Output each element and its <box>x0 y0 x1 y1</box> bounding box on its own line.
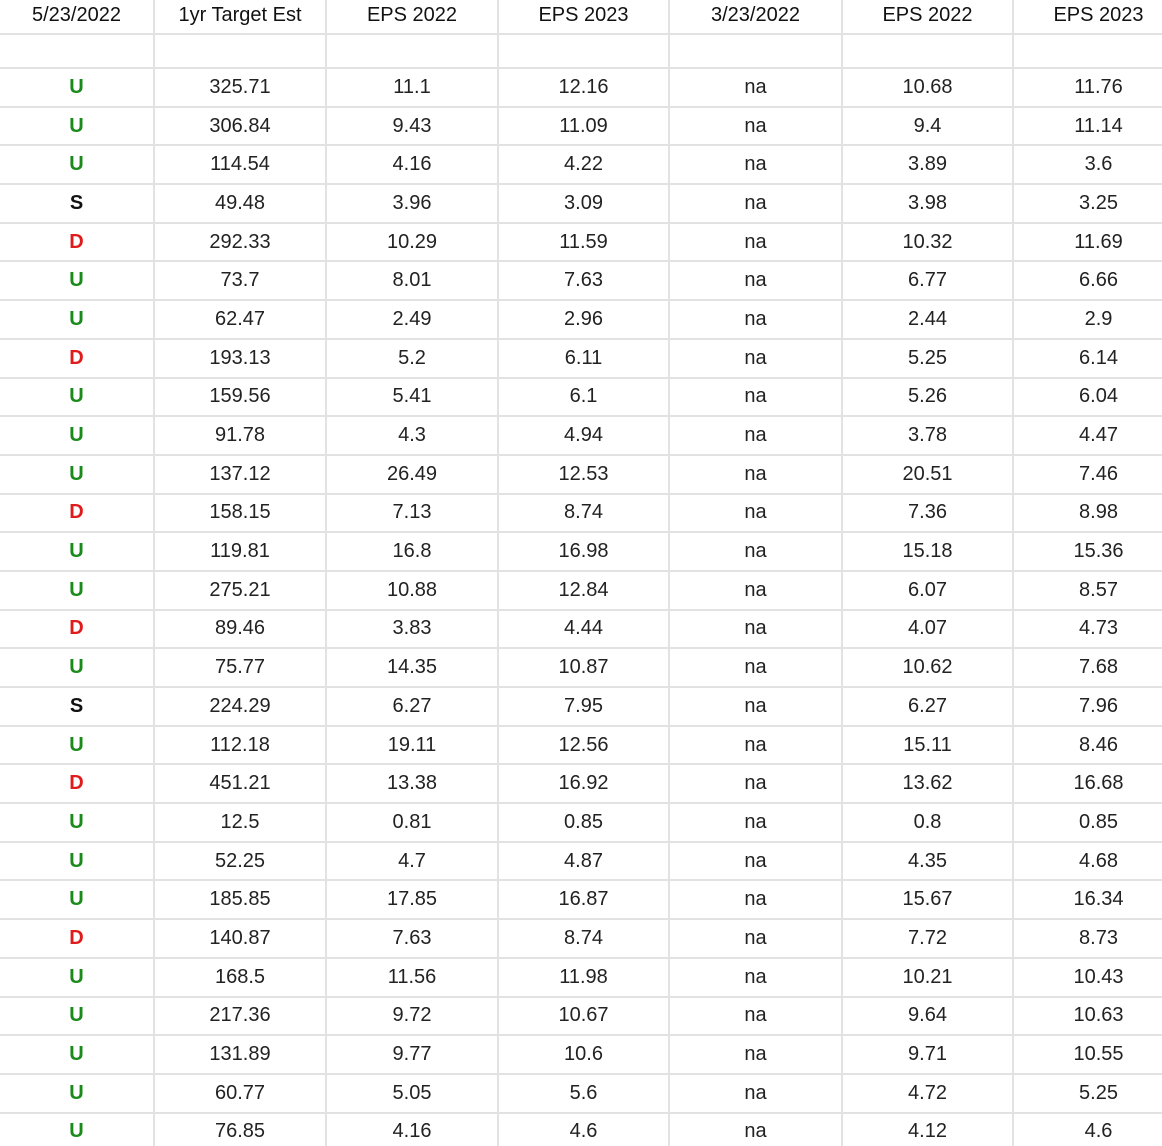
table-row <box>0 532 1162 571</box>
blank-row <box>0 34 1162 68</box>
table-row <box>0 1074 1162 1113</box>
prior-status-cell[interactable]: na <box>669 494 842 533</box>
eps-2023-cell[interactable]: 3.09 <box>498 184 669 223</box>
eps-2023-prior-cell[interactable]: 4.47 <box>1013 416 1162 455</box>
eps-2022-cell[interactable]: 5.05 <box>326 1074 498 1113</box>
target-est-cell[interactable]: 185.85 <box>154 880 326 919</box>
signal-cell[interactable]: D <box>0 339 154 378</box>
prior-status-cell[interactable]: na <box>669 68 842 107</box>
signal-cell[interactable]: U <box>0 145 154 184</box>
eps-2022-cell[interactable]: 4.3 <box>326 416 498 455</box>
table-row <box>0 842 1162 881</box>
signal-cell[interactable]: U <box>0 803 154 842</box>
signal-cell[interactable]: U <box>0 416 154 455</box>
eps-2022-cell[interactable]: 4.7 <box>326 842 498 881</box>
table-cell[interactable] <box>1013 34 1162 68</box>
target-est-cell[interactable]: 292.33 <box>154 223 326 262</box>
eps-2023-cell[interactable]: 4.94 <box>498 416 669 455</box>
eps-2023-prior-cell[interactable]: 10.43 <box>1013 958 1162 997</box>
eps-2023-prior-cell[interactable]: 11.14 <box>1013 107 1162 146</box>
eps-2023-prior-cell[interactable]: 16.68 <box>1013 764 1162 803</box>
signal-cell[interactable]: U <box>0 880 154 919</box>
target-est-cell[interactable]: 275.21 <box>154 571 326 610</box>
eps-2022-prior-cell[interactable]: 20.51 <box>842 455 1013 494</box>
prior-status-cell[interactable]: na <box>669 842 842 881</box>
signal-cell[interactable]: D <box>0 494 154 533</box>
eps-2023-prior-cell[interactable]: 0.85 <box>1013 803 1162 842</box>
signal-cell[interactable]: U <box>0 1074 154 1113</box>
eps-2022-cell[interactable]: 0.81 <box>326 803 498 842</box>
eps-2022-prior-cell[interactable]: 15.18 <box>842 532 1013 571</box>
eps-2023-cell[interactable]: 10.87 <box>498 648 669 687</box>
eps-2022-cell[interactable]: 9.43 <box>326 107 498 146</box>
eps-2022-prior-cell[interactable]: 5.25 <box>842 339 1013 378</box>
eps-2023-prior-cell[interactable]: 11.69 <box>1013 223 1162 262</box>
table-row <box>0 300 1162 339</box>
eps-2023-cell[interactable]: 6.11 <box>498 339 669 378</box>
eps-2022-prior-cell[interactable]: 4.07 <box>842 610 1013 649</box>
eps-2023-prior-cell[interactable]: 16.34 <box>1013 880 1162 919</box>
target-est-cell[interactable]: 49.48 <box>154 184 326 223</box>
eps-2023-prior-cell[interactable]: 11.76 <box>1013 68 1162 107</box>
target-est-cell[interactable]: 140.87 <box>154 919 326 958</box>
eps-2023-cell[interactable]: 4.87 <box>498 842 669 881</box>
eps-2023-prior-cell[interactable]: 8.57 <box>1013 571 1162 610</box>
eps-2023-cell[interactable]: 10.6 <box>498 1035 669 1074</box>
eps-2023-cell[interactable]: 11.98 <box>498 958 669 997</box>
eps-2023-cell[interactable]: 16.92 <box>498 764 669 803</box>
eps-2022-cell[interactable]: 3.83 <box>326 610 498 649</box>
target-est-cell[interactable]: 131.89 <box>154 1035 326 1074</box>
eps-2022-prior-cell[interactable]: 4.72 <box>842 1074 1013 1113</box>
signal-cell[interactable]: D <box>0 610 154 649</box>
signal-cell[interactable]: U <box>0 532 154 571</box>
eps-2023-cell[interactable]: 4.22 <box>498 145 669 184</box>
table-row <box>0 1035 1162 1074</box>
eps-2022-cell[interactable]: 19.11 <box>326 726 498 765</box>
table-row <box>0 339 1162 378</box>
table-row <box>0 571 1162 610</box>
eps-2023-cell[interactable]: 10.67 <box>498 997 669 1036</box>
table-row <box>0 610 1162 649</box>
table-row <box>0 1113 1162 1146</box>
eps-2022-prior-cell[interactable]: 15.11 <box>842 726 1013 765</box>
eps-2023-cell[interactable]: 11.59 <box>498 223 669 262</box>
eps-2023-prior-cell[interactable]: 10.55 <box>1013 1035 1162 1074</box>
table-body <box>0 34 1162 1146</box>
eps-2022-cell[interactable]: 14.35 <box>326 648 498 687</box>
eps-2023-cell[interactable]: 4.44 <box>498 610 669 649</box>
prior-status-cell[interactable]: na <box>669 1074 842 1113</box>
table-row <box>0 726 1162 765</box>
eps-2022-cell[interactable]: 9.72 <box>326 997 498 1036</box>
eps-2023-cell[interactable]: 4.6 <box>498 1113 669 1146</box>
target-est-cell[interactable]: 62.47 <box>154 300 326 339</box>
eps-2022-cell[interactable]: 4.16 <box>326 145 498 184</box>
table-row <box>0 107 1162 146</box>
target-est-cell[interactable]: 158.15 <box>154 494 326 533</box>
eps-2023-cell[interactable]: 8.74 <box>498 919 669 958</box>
prior-status-cell[interactable]: na <box>669 416 842 455</box>
target-est-cell[interactable]: 52.25 <box>154 842 326 881</box>
eps-2022-cell[interactable]: 17.85 <box>326 880 498 919</box>
eps-2022-cell[interactable]: 6.27 <box>326 687 498 726</box>
target-est-cell[interactable]: 73.7 <box>154 261 326 300</box>
signal-cell[interactable]: U <box>0 107 154 146</box>
eps-2023-prior-cell[interactable]: 4.68 <box>1013 842 1162 881</box>
target-est-cell[interactable]: 91.78 <box>154 416 326 455</box>
eps-2022-cell[interactable]: 5.2 <box>326 339 498 378</box>
table-row <box>0 378 1162 417</box>
eps-2023-prior-cell[interactable]: 10.63 <box>1013 997 1162 1036</box>
table-row <box>0 261 1162 300</box>
eps-2022-prior-cell[interactable]: 9.71 <box>842 1035 1013 1074</box>
eps-2022-prior-cell[interactable]: 3.89 <box>842 145 1013 184</box>
target-est-cell[interactable]: 159.56 <box>154 378 326 417</box>
eps-2022-prior-cell[interactable]: 0.8 <box>842 803 1013 842</box>
eps-2022-prior-cell[interactable]: 10.62 <box>842 648 1013 687</box>
table-cell[interactable] <box>154 34 326 68</box>
eps-2023-prior-cell[interactable]: 4.73 <box>1013 610 1162 649</box>
eps-2023-cell[interactable]: 7.95 <box>498 687 669 726</box>
target-est-cell[interactable]: 114.54 <box>154 145 326 184</box>
prior-status-cell[interactable]: na <box>669 300 842 339</box>
prior-status-cell[interactable]: na <box>669 1113 842 1146</box>
eps-2022-cell[interactable]: 7.13 <box>326 494 498 533</box>
prior-status-cell[interactable]: na <box>669 378 842 417</box>
prior-status-cell[interactable]: na <box>669 107 842 146</box>
header-cell-eps-2023-prior[interactable]: EPS 2023 <box>1013 0 1162 34</box>
signal-cell[interactable]: U <box>0 455 154 494</box>
signal-cell[interactable]: D <box>0 919 154 958</box>
header-cell-date-current[interactable]: 5/23/2022 <box>0 0 154 34</box>
table-row <box>0 958 1162 997</box>
table-row <box>0 223 1162 262</box>
eps-2022-cell[interactable]: 2.49 <box>326 300 498 339</box>
signal-cell[interactable]: D <box>0 764 154 803</box>
eps-2022-cell[interactable]: 8.01 <box>326 261 498 300</box>
eps-2022-prior-cell[interactable]: 10.68 <box>842 68 1013 107</box>
prior-status-cell[interactable]: na <box>669 455 842 494</box>
eps-2023-cell[interactable]: 12.84 <box>498 571 669 610</box>
eps-2023-cell[interactable]: 12.16 <box>498 68 669 107</box>
eps-2022-cell[interactable]: 4.16 <box>326 1113 498 1146</box>
eps-2023-prior-cell[interactable]: 7.96 <box>1013 687 1162 726</box>
eps-2022-prior-cell[interactable]: 10.21 <box>842 958 1013 997</box>
signal-cell[interactable]: U <box>0 261 154 300</box>
table-row <box>0 764 1162 803</box>
prior-status-cell[interactable]: na <box>669 261 842 300</box>
prior-status-cell[interactable]: na <box>669 958 842 997</box>
signal-cell[interactable]: S <box>0 184 154 223</box>
eps-2022-cell[interactable]: 26.49 <box>326 455 498 494</box>
table-row <box>0 687 1162 726</box>
table-row <box>0 997 1162 1036</box>
signal-cell[interactable]: U <box>0 842 154 881</box>
eps-2022-cell[interactable]: 10.88 <box>326 571 498 610</box>
eps-2023-cell[interactable]: 2.96 <box>498 300 669 339</box>
prior-status-cell[interactable]: na <box>669 339 842 378</box>
prior-status-cell[interactable]: na <box>669 184 842 223</box>
prior-status-cell[interactable]: na <box>669 997 842 1036</box>
prior-status-cell[interactable]: na <box>669 223 842 262</box>
eps-2022-prior-cell[interactable]: 10.32 <box>842 223 1013 262</box>
eps-2022-cell[interactable]: 5.41 <box>326 378 498 417</box>
target-est-cell[interactable]: 137.12 <box>154 455 326 494</box>
eps-2022-prior-cell[interactable]: 6.77 <box>842 261 1013 300</box>
prior-status-cell[interactable]: na <box>669 648 842 687</box>
prior-status-cell[interactable]: na <box>669 532 842 571</box>
eps-2022-cell[interactable]: 3.96 <box>326 184 498 223</box>
signal-cell[interactable]: U <box>0 300 154 339</box>
table-row <box>0 494 1162 533</box>
table-cell[interactable] <box>669 34 842 68</box>
eps-2023-prior-cell[interactable]: 15.36 <box>1013 532 1162 571</box>
eps-2022-prior-cell[interactable]: 6.07 <box>842 571 1013 610</box>
eps-2022-cell[interactable]: 10.29 <box>326 223 498 262</box>
eps-2022-cell[interactable]: 11.1 <box>326 68 498 107</box>
signal-cell[interactable]: U <box>0 1113 154 1146</box>
prior-status-cell[interactable]: na <box>669 571 842 610</box>
prior-status-cell[interactable]: na <box>669 880 842 919</box>
eps-2023-prior-cell[interactable]: 3.25 <box>1013 184 1162 223</box>
eps-2022-prior-cell[interactable]: 6.27 <box>842 687 1013 726</box>
table-row <box>0 184 1162 223</box>
target-est-cell[interactable]: 168.5 <box>154 958 326 997</box>
header-cell-eps-2023[interactable]: EPS 2023 <box>498 0 669 34</box>
eps-2022-prior-cell[interactable]: 4.35 <box>842 842 1013 881</box>
table-row <box>0 648 1162 687</box>
prior-status-cell[interactable]: na <box>669 687 842 726</box>
prior-status-cell[interactable]: na <box>669 610 842 649</box>
target-est-cell[interactable]: 112.18 <box>154 726 326 765</box>
eps-2022-prior-cell[interactable]: 5.26 <box>842 378 1013 417</box>
eps-2023-cell[interactable]: 8.74 <box>498 494 669 533</box>
target-est-cell[interactable]: 12.5 <box>154 803 326 842</box>
target-est-cell[interactable]: 306.84 <box>154 107 326 146</box>
target-est-cell[interactable]: 119.81 <box>154 532 326 571</box>
target-est-cell[interactable]: 89.46 <box>154 610 326 649</box>
table-row <box>0 416 1162 455</box>
eps-2023-cell[interactable]: 12.53 <box>498 455 669 494</box>
header-cell-date-prior[interactable]: 3/23/2022 <box>669 0 842 34</box>
table-row <box>0 880 1162 919</box>
eps-2022-prior-cell[interactable]: 7.36 <box>842 494 1013 533</box>
prior-status-cell[interactable]: na <box>669 145 842 184</box>
eps-2022-prior-cell[interactable]: 3.98 <box>842 184 1013 223</box>
eps-2023-cell[interactable]: 5.6 <box>498 1074 669 1113</box>
signal-cell[interactable]: U <box>0 997 154 1036</box>
eps-2023-cell[interactable]: 7.63 <box>498 261 669 300</box>
table-row <box>0 803 1162 842</box>
eps-2022-cell[interactable]: 11.56 <box>326 958 498 997</box>
eps-2022-prior-cell[interactable]: 2.44 <box>842 300 1013 339</box>
eps-2023-cell[interactable]: 0.85 <box>498 803 669 842</box>
target-est-cell[interactable]: 60.77 <box>154 1074 326 1113</box>
eps-2023-cell[interactable]: 12.56 <box>498 726 669 765</box>
eps-2022-cell[interactable]: 9.77 <box>326 1035 498 1074</box>
eps-2023-cell[interactable]: 11.09 <box>498 107 669 146</box>
eps-2023-cell[interactable]: 6.1 <box>498 378 669 417</box>
eps-2023-prior-cell[interactable]: 6.14 <box>1013 339 1162 378</box>
target-est-cell[interactable]: 325.71 <box>154 68 326 107</box>
eps-2023-prior-cell[interactable]: 6.66 <box>1013 261 1162 300</box>
prior-status-cell[interactable]: na <box>669 764 842 803</box>
signal-cell[interactable]: U <box>0 378 154 417</box>
signal-cell[interactable]: D <box>0 223 154 262</box>
eps-2022-cell[interactable]: 16.8 <box>326 532 498 571</box>
eps-2023-prior-cell[interactable]: 8.98 <box>1013 494 1162 533</box>
header-cell-target-est[interactable]: 1yr Target Est <box>154 0 326 34</box>
eps-2022-prior-cell[interactable]: 9.64 <box>842 997 1013 1036</box>
table-row <box>0 455 1162 494</box>
header-cell-eps-2022[interactable]: EPS 2022 <box>326 0 498 34</box>
table-cell[interactable] <box>842 34 1013 68</box>
prior-status-cell[interactable]: na <box>669 1035 842 1074</box>
eps-2023-prior-cell[interactable]: 5.25 <box>1013 1074 1162 1113</box>
target-est-cell[interactable]: 451.21 <box>154 764 326 803</box>
target-est-cell[interactable]: 224.29 <box>154 687 326 726</box>
eps-2023-prior-cell[interactable]: 7.68 <box>1013 648 1162 687</box>
signal-cell[interactable]: U <box>0 958 154 997</box>
prior-status-cell[interactable]: na <box>669 726 842 765</box>
signal-cell[interactable]: U <box>0 68 154 107</box>
eps-2023-prior-cell[interactable]: 6.04 <box>1013 378 1162 417</box>
target-est-cell[interactable]: 75.77 <box>154 648 326 687</box>
signal-cell[interactable]: U <box>0 571 154 610</box>
eps-2023-cell[interactable]: 16.87 <box>498 880 669 919</box>
eps-2022-prior-cell[interactable]: 7.72 <box>842 919 1013 958</box>
eps-2023-prior-cell[interactable]: 8.46 <box>1013 726 1162 765</box>
table-cell[interactable] <box>498 34 669 68</box>
eps-2023-prior-cell[interactable]: 2.9 <box>1013 300 1162 339</box>
eps-2023-cell[interactable]: 16.98 <box>498 532 669 571</box>
signal-cell[interactable]: U <box>0 1035 154 1074</box>
target-est-cell[interactable]: 193.13 <box>154 339 326 378</box>
signal-cell[interactable]: U <box>0 648 154 687</box>
table-row <box>0 68 1162 107</box>
table-cell[interactable] <box>326 34 498 68</box>
eps-2022-cell[interactable]: 7.63 <box>326 919 498 958</box>
eps-2023-prior-cell[interactable]: 8.73 <box>1013 919 1162 958</box>
header-cell-eps-2022-prior[interactable]: EPS 2022 <box>842 0 1013 34</box>
signal-cell[interactable]: U <box>0 726 154 765</box>
prior-status-cell[interactable]: na <box>669 803 842 842</box>
eps-2022-cell[interactable]: 13.38 <box>326 764 498 803</box>
eps-2023-prior-cell[interactable]: 3.6 <box>1013 145 1162 184</box>
table-cell[interactable] <box>0 34 154 68</box>
signal-cell[interactable]: S <box>0 687 154 726</box>
header-row <box>0 0 1162 34</box>
table-row <box>0 145 1162 184</box>
eps-2022-prior-cell[interactable]: 9.4 <box>842 107 1013 146</box>
target-est-cell[interactable]: 76.85 <box>154 1113 326 1146</box>
prior-status-cell[interactable]: na <box>669 919 842 958</box>
table-row <box>0 919 1162 958</box>
eps-2023-prior-cell[interactable]: 4.6 <box>1013 1113 1162 1146</box>
eps-2023-prior-cell[interactable]: 7.46 <box>1013 455 1162 494</box>
eps-2022-prior-cell[interactable]: 4.12 <box>842 1113 1013 1146</box>
target-est-cell[interactable]: 217.36 <box>154 997 326 1036</box>
eps-2022-prior-cell[interactable]: 3.78 <box>842 416 1013 455</box>
eps-2022-prior-cell[interactable]: 15.67 <box>842 880 1013 919</box>
eps-2022-prior-cell[interactable]: 13.62 <box>842 764 1013 803</box>
